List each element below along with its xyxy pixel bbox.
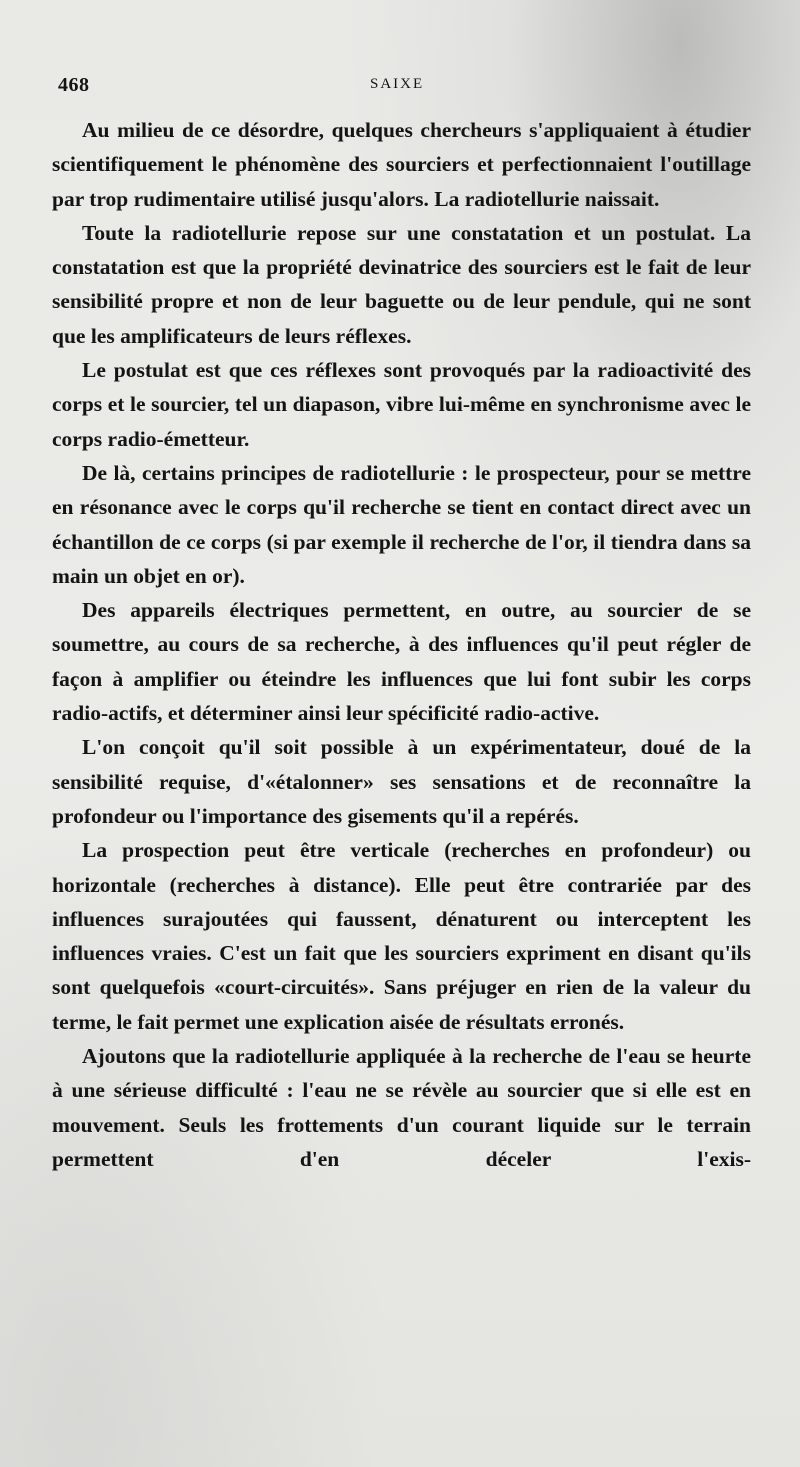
paragraph: L'on conçoit qu'il soit possible à un expérimentateur, doué de la sensibilité requise, d'«étalonner» ses sensations et de reconnaître la profondeur ou l'importance des gisements qu'il a repérés. — [52, 735, 751, 828]
paragraph: Au milieu de ce désordre, quelques chercheurs s'appliquaient à étudier scientifiquement le phénomène des sourciers et perfectionnaient l'outillage par trop rudimentaire utilisé jusqu'alors. La radiotellurie naissait. — [52, 118, 751, 211]
page-header — [58, 74, 748, 104]
paragraph: De là, certains principes de radiotellurie : le prospecteur, pour se mettre en résonance avec le corps qu'il recherche se tient en contact direct avec un échantillon de ce corps (si par exemple il recherche de l'or, il tiendra dans sa main un objet en or). — [52, 460, 751, 588]
page-number: 468 — [58, 74, 90, 96]
paragraph: La prospection peut être verticale (recherches en profondeur) ou horizontale (recherches à distance). Elle peut être contrariée par des influences surajoutées qui faussent, dénaturent ou interceptent les influences vraies. C'est un fait que les sourciers expriment en disant qu'ils sont quelquefois «court-circuités». Sans préjuger en rien de la valeur du terme, le fait permet une explication aisée de résultats erronés. — [52, 838, 751, 1034]
paragraph: Toute la radiotellurie repose sur une constatation et un postulat. La constatation est que la propriété devinatrice des sourciers est le fait de leur sensibilité propre et non de leur baguette ou de leur pendule, qui ne sont que les amplificateurs de leurs réflexes. — [52, 220, 751, 348]
running-head: SAIXE — [370, 76, 425, 92]
body-text — [52, 113, 751, 1176]
paragraph: Le postulat est que ces réflexes sont provoqués par la radioactivité des corps et le sourcier, tel un diapason, vibre lui-même en synchronisme avec le corps radio-émetteur. — [52, 358, 751, 451]
paragraph: Ajoutons que la radiotellurie appliquée à la recherche de l'eau se heurte à une sérieuse difficulté : l'eau ne se révèle au sourcier que si elle est en mouvement. Seuls les frottements d'un courant liquide sur le terrain permettent d'en déceler l'exis- — [52, 1044, 751, 1171]
paragraph: Des appareils électriques permettent, en outre, au sourcier de se soumettre, au cours de sa recherche, à des influences qu'il peut régler de façon à amplifier ou éteindre les influences que lui font subir les corps radio-actifs, et déterminer ainsi leur spécificité radio-active. — [52, 598, 751, 726]
